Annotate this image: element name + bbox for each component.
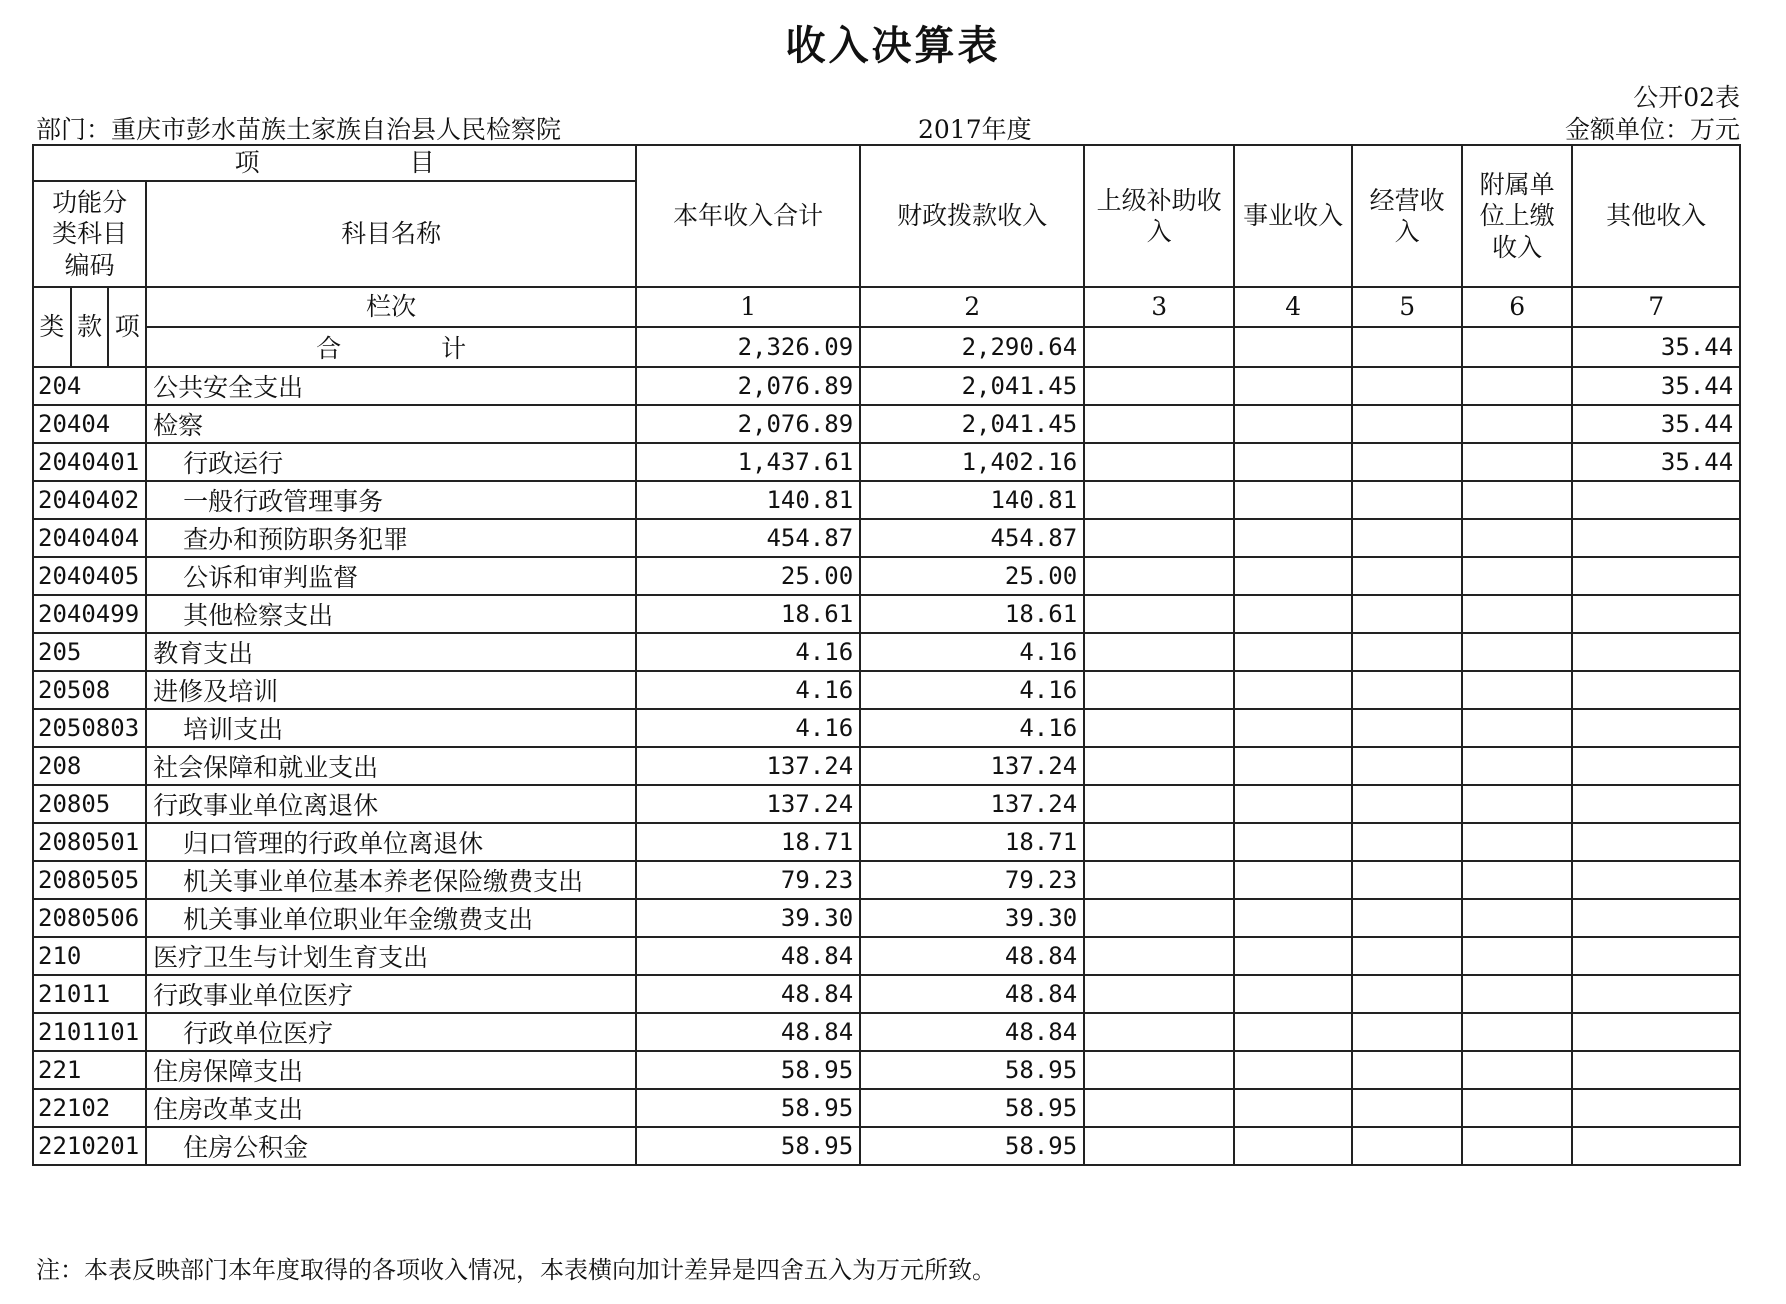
empty-cell bbox=[1352, 519, 1462, 557]
total-cell: 48.84 bbox=[636, 937, 860, 975]
header-col-total: 本年收入合计 bbox=[636, 145, 860, 287]
total-cell: 48.84 bbox=[636, 975, 860, 1013]
total-cell: 140.81 bbox=[636, 481, 860, 519]
empty-cell bbox=[1234, 327, 1352, 367]
other-cell bbox=[1572, 937, 1740, 975]
empty-cell bbox=[1462, 481, 1572, 519]
total-cell: 58.95 bbox=[636, 1089, 860, 1127]
empty-cell bbox=[1462, 975, 1572, 1013]
form-id: 公开02表 bbox=[1633, 83, 1740, 112]
subject-name-cell: 一般行政管理事务 bbox=[146, 481, 636, 519]
other-cell bbox=[1572, 861, 1740, 899]
empty-cell bbox=[1352, 937, 1462, 975]
empty-cell bbox=[1084, 367, 1234, 405]
empty-cell bbox=[1352, 633, 1462, 671]
header-col-upper: 上级补助收入 bbox=[1084, 145, 1234, 287]
header-xiang: 项 bbox=[108, 287, 146, 367]
total-cell: 25.00 bbox=[636, 557, 860, 595]
amount-unit: 金额单位：万元 bbox=[1564, 115, 1740, 144]
fiscal-cell: 137.24 bbox=[860, 747, 1084, 785]
table-row bbox=[33, 481, 1740, 519]
empty-cell bbox=[1462, 633, 1572, 671]
fiscal-year: 2017年度 bbox=[918, 115, 1032, 144]
empty-cell bbox=[1462, 1127, 1572, 1165]
header-lanci: 栏次 bbox=[146, 287, 636, 327]
other-cell bbox=[1572, 823, 1740, 861]
other-cell bbox=[1572, 975, 1740, 1013]
code-cell: 2080506 bbox=[33, 899, 146, 937]
fiscal-cell: 58.95 bbox=[860, 1051, 1084, 1089]
empty-cell bbox=[1462, 557, 1572, 595]
total-cell: 58.95 bbox=[636, 1127, 860, 1165]
empty-cell bbox=[1352, 1089, 1462, 1127]
col-num: 7 bbox=[1572, 287, 1740, 327]
empty-cell bbox=[1234, 443, 1352, 481]
empty-cell bbox=[1462, 937, 1572, 975]
header-subject-name: 科目名称 bbox=[146, 181, 636, 287]
empty-cell bbox=[1462, 1013, 1572, 1051]
fiscal-cell: 48.84 bbox=[860, 937, 1084, 975]
empty-cell bbox=[1234, 367, 1352, 405]
empty-cell bbox=[1462, 367, 1572, 405]
total-cell: 4.16 bbox=[636, 671, 860, 709]
other-cell bbox=[1572, 1051, 1740, 1089]
code-cell: 2040499 bbox=[33, 595, 146, 633]
fiscal-cell: 48.84 bbox=[860, 1013, 1084, 1051]
empty-cell bbox=[1462, 671, 1572, 709]
total-cell: 137.24 bbox=[636, 785, 860, 823]
empty-cell bbox=[1352, 557, 1462, 595]
empty-cell bbox=[1084, 519, 1234, 557]
empty-cell bbox=[1462, 327, 1572, 367]
empty-cell bbox=[1084, 557, 1234, 595]
empty-cell bbox=[1352, 861, 1462, 899]
total-cell: 39.30 bbox=[636, 899, 860, 937]
other-cell bbox=[1572, 709, 1740, 747]
table-row bbox=[33, 595, 1740, 633]
other-cell bbox=[1572, 1013, 1740, 1051]
table-row bbox=[33, 747, 1740, 785]
table-row bbox=[33, 1127, 1740, 1165]
col-num: 2 bbox=[860, 287, 1084, 327]
empty-cell bbox=[1084, 823, 1234, 861]
empty-cell bbox=[1234, 671, 1352, 709]
subject-name-cell: 查办和预防职务犯罪 bbox=[146, 519, 636, 557]
empty-cell bbox=[1462, 405, 1572, 443]
empty-cell bbox=[1234, 557, 1352, 595]
empty-cell bbox=[1462, 709, 1572, 747]
subject-name-cell: 其他检察支出 bbox=[146, 595, 636, 633]
code-cell: 2080501 bbox=[33, 823, 146, 861]
empty-cell bbox=[1234, 747, 1352, 785]
header-col-other: 其他收入 bbox=[1572, 145, 1740, 287]
other-cell bbox=[1572, 595, 1740, 633]
empty-cell bbox=[1234, 1051, 1352, 1089]
fiscal-cell: 58.95 bbox=[860, 1089, 1084, 1127]
fiscal-cell: 2,041.45 bbox=[860, 405, 1084, 443]
code-cell: 20404 bbox=[33, 405, 146, 443]
total-cell: 79.23 bbox=[636, 861, 860, 899]
col-num: 1 bbox=[636, 287, 860, 327]
other-cell bbox=[1572, 1127, 1740, 1165]
other-cell bbox=[1572, 481, 1740, 519]
header-col-operating: 经营收入 bbox=[1352, 145, 1462, 287]
code-cell: 2040401 bbox=[33, 443, 146, 481]
subject-name-cell: 机关事业单位基本养老保险缴费支出 bbox=[146, 861, 636, 899]
empty-cell bbox=[1352, 1051, 1462, 1089]
header-kuan: 款 bbox=[71, 287, 109, 367]
subject-name-cell: 进修及培训 bbox=[146, 671, 636, 709]
empty-cell bbox=[1352, 899, 1462, 937]
empty-cell bbox=[1462, 1089, 1572, 1127]
empty-cell bbox=[1234, 1127, 1352, 1165]
code-cell: 2040405 bbox=[33, 557, 146, 595]
other-cell: 35.44 bbox=[1572, 367, 1740, 405]
empty-cell bbox=[1084, 975, 1234, 1013]
header-item: 项 目 bbox=[33, 145, 636, 181]
other-cell bbox=[1572, 1089, 1740, 1127]
empty-cell bbox=[1234, 823, 1352, 861]
footnote: 注：本表反映部门本年度取得的各项收入情况，本表横向加计差异是四舍五入为万元所致。 bbox=[36, 1256, 996, 1284]
code-cell: 22102 bbox=[33, 1089, 146, 1127]
empty-cell bbox=[1234, 975, 1352, 1013]
total-row bbox=[33, 327, 1740, 367]
empty-cell bbox=[1084, 747, 1234, 785]
empty-cell bbox=[1084, 443, 1234, 481]
code-cell: 2050803 bbox=[33, 709, 146, 747]
total-sum: 2,326.09 bbox=[636, 327, 860, 367]
empty-cell bbox=[1084, 595, 1234, 633]
code-cell: 2101101 bbox=[33, 1013, 146, 1051]
empty-cell bbox=[1352, 595, 1462, 633]
empty-cell bbox=[1462, 823, 1572, 861]
code-cell: 21011 bbox=[33, 975, 146, 1013]
col-num: 4 bbox=[1234, 287, 1352, 327]
empty-cell bbox=[1234, 405, 1352, 443]
empty-cell bbox=[1084, 861, 1234, 899]
empty-cell bbox=[1462, 785, 1572, 823]
other-cell: 35.44 bbox=[1572, 443, 1740, 481]
income-table bbox=[32, 144, 1741, 1166]
empty-cell bbox=[1084, 633, 1234, 671]
fiscal-cell: 18.61 bbox=[860, 595, 1084, 633]
empty-cell bbox=[1462, 899, 1572, 937]
header-col-fiscal: 财政拨款收入 bbox=[860, 145, 1084, 287]
table-row bbox=[33, 1089, 1740, 1127]
fiscal-cell: 58.95 bbox=[860, 1127, 1084, 1165]
empty-cell bbox=[1352, 1127, 1462, 1165]
empty-cell bbox=[1084, 1013, 1234, 1051]
other-cell bbox=[1572, 633, 1740, 671]
empty-cell bbox=[1234, 1013, 1352, 1051]
empty-cell bbox=[1234, 709, 1352, 747]
empty-cell bbox=[1234, 785, 1352, 823]
other-cell bbox=[1572, 747, 1740, 785]
empty-cell bbox=[1352, 405, 1462, 443]
empty-cell bbox=[1084, 1089, 1234, 1127]
header-col-affiliate: 附属单位上缴收入 bbox=[1462, 145, 1572, 287]
total-fiscal: 2,290.64 bbox=[860, 327, 1084, 367]
table-row bbox=[33, 709, 1740, 747]
subject-name-cell: 公诉和审判监督 bbox=[146, 557, 636, 595]
other-cell bbox=[1572, 899, 1740, 937]
total-cell: 2,076.89 bbox=[636, 405, 860, 443]
subject-name-cell: 医疗卫生与计划生育支出 bbox=[146, 937, 636, 975]
empty-cell bbox=[1462, 443, 1572, 481]
empty-cell bbox=[1084, 709, 1234, 747]
code-cell: 205 bbox=[33, 633, 146, 671]
other-cell bbox=[1572, 785, 1740, 823]
empty-cell bbox=[1084, 1051, 1234, 1089]
fiscal-cell: 18.71 bbox=[860, 823, 1084, 861]
empty-cell bbox=[1084, 327, 1234, 367]
fiscal-cell: 140.81 bbox=[860, 481, 1084, 519]
col-num: 5 bbox=[1352, 287, 1462, 327]
table-row bbox=[33, 899, 1740, 937]
total-cell: 454.87 bbox=[636, 519, 860, 557]
code-cell: 20805 bbox=[33, 785, 146, 823]
table-row bbox=[33, 633, 1740, 671]
total-cell: 4.16 bbox=[636, 633, 860, 671]
col-num: 3 bbox=[1084, 287, 1234, 327]
empty-cell bbox=[1234, 861, 1352, 899]
subject-name-cell: 社会保障和就业支出 bbox=[146, 747, 636, 785]
subject-name-cell: 行政单位医疗 bbox=[146, 1013, 636, 1051]
empty-cell bbox=[1084, 937, 1234, 975]
empty-cell bbox=[1234, 633, 1352, 671]
subject-name-cell: 住房保障支出 bbox=[146, 1051, 636, 1089]
header-lei: 类 bbox=[33, 287, 71, 367]
empty-cell bbox=[1084, 899, 1234, 937]
code-cell: 2040404 bbox=[33, 519, 146, 557]
fiscal-cell: 4.16 bbox=[860, 633, 1084, 671]
total-cell: 137.24 bbox=[636, 747, 860, 785]
table-row bbox=[33, 443, 1740, 481]
total-cell: 18.71 bbox=[636, 823, 860, 861]
table-row bbox=[33, 519, 1740, 557]
fiscal-cell: 39.30 bbox=[860, 899, 1084, 937]
code-cell: 204 bbox=[33, 367, 146, 405]
empty-cell bbox=[1234, 481, 1352, 519]
total-cell: 18.61 bbox=[636, 595, 860, 633]
other-cell bbox=[1572, 557, 1740, 595]
fiscal-cell: 4.16 bbox=[860, 709, 1084, 747]
subject-name-cell: 行政运行 bbox=[146, 443, 636, 481]
department-label: 部门：重庆市彭水苗族土家族自治县人民检察院 bbox=[36, 115, 562, 144]
empty-cell bbox=[1352, 671, 1462, 709]
total-cell: 2,076.89 bbox=[636, 367, 860, 405]
total-cell: 48.84 bbox=[636, 1013, 860, 1051]
code-cell: 2080505 bbox=[33, 861, 146, 899]
empty-cell bbox=[1352, 481, 1462, 519]
subject-name-cell: 行政事业单位离退休 bbox=[146, 785, 636, 823]
code-cell: 20508 bbox=[33, 671, 146, 709]
table-row bbox=[33, 557, 1740, 595]
empty-cell bbox=[1234, 1089, 1352, 1127]
code-cell: 2210201 bbox=[33, 1127, 146, 1165]
col-num: 6 bbox=[1462, 287, 1572, 327]
other-cell: 35.44 bbox=[1572, 405, 1740, 443]
empty-cell bbox=[1352, 823, 1462, 861]
fiscal-cell: 48.84 bbox=[860, 975, 1084, 1013]
subject-name-cell: 检察 bbox=[146, 405, 636, 443]
empty-cell bbox=[1462, 861, 1572, 899]
other-cell bbox=[1572, 519, 1740, 557]
empty-cell bbox=[1462, 519, 1572, 557]
subject-name-cell: 行政事业单位医疗 bbox=[146, 975, 636, 1013]
empty-cell bbox=[1352, 785, 1462, 823]
table-row bbox=[33, 975, 1740, 1013]
subject-name-cell: 住房公积金 bbox=[146, 1127, 636, 1165]
total-cell: 58.95 bbox=[636, 1051, 860, 1089]
empty-cell bbox=[1352, 443, 1462, 481]
table-row bbox=[33, 671, 1740, 709]
code-cell: 208 bbox=[33, 747, 146, 785]
fiscal-cell: 1,402.16 bbox=[860, 443, 1084, 481]
table-row bbox=[33, 405, 1740, 443]
table-row bbox=[33, 1013, 1740, 1051]
header-func-code: 功能分类科目编码 bbox=[33, 181, 146, 287]
empty-cell bbox=[1352, 747, 1462, 785]
fiscal-cell: 4.16 bbox=[860, 671, 1084, 709]
code-cell: 2040402 bbox=[33, 481, 146, 519]
empty-cell bbox=[1084, 671, 1234, 709]
table-row bbox=[33, 861, 1740, 899]
empty-cell bbox=[1352, 327, 1462, 367]
empty-cell bbox=[1352, 367, 1462, 405]
empty-cell bbox=[1234, 519, 1352, 557]
subject-name-cell: 培训支出 bbox=[146, 709, 636, 747]
total-label: 合 计 bbox=[146, 327, 636, 367]
empty-cell bbox=[1462, 595, 1572, 633]
subject-name-cell: 教育支出 bbox=[146, 633, 636, 671]
header-col-business: 事业收入 bbox=[1234, 145, 1352, 287]
empty-cell bbox=[1234, 899, 1352, 937]
empty-cell bbox=[1084, 1127, 1234, 1165]
empty-cell bbox=[1352, 1013, 1462, 1051]
code-cell: 221 bbox=[33, 1051, 146, 1089]
total-cell: 4.16 bbox=[636, 709, 860, 747]
empty-cell bbox=[1352, 975, 1462, 1013]
other-cell bbox=[1572, 671, 1740, 709]
table-row bbox=[33, 785, 1740, 823]
empty-cell bbox=[1462, 1051, 1572, 1089]
code-cell: 210 bbox=[33, 937, 146, 975]
subject-name-cell: 归口管理的行政单位离退休 bbox=[146, 823, 636, 861]
table-row bbox=[33, 937, 1740, 975]
table-row bbox=[33, 367, 1740, 405]
table-row bbox=[33, 823, 1740, 861]
page-title: 收入决算表 bbox=[785, 22, 1001, 69]
empty-cell bbox=[1084, 785, 1234, 823]
fiscal-cell: 137.24 bbox=[860, 785, 1084, 823]
fiscal-cell: 454.87 bbox=[860, 519, 1084, 557]
empty-cell bbox=[1234, 937, 1352, 975]
subject-name-cell: 公共安全支出 bbox=[146, 367, 636, 405]
fiscal-cell: 2,041.45 bbox=[860, 367, 1084, 405]
empty-cell bbox=[1462, 747, 1572, 785]
empty-cell bbox=[1084, 481, 1234, 519]
total-other: 35.44 bbox=[1572, 327, 1740, 367]
subject-name-cell: 机关事业单位职业年金缴费支出 bbox=[146, 899, 636, 937]
total-cell: 1,437.61 bbox=[636, 443, 860, 481]
empty-cell bbox=[1084, 405, 1234, 443]
subject-name-cell: 住房改革支出 bbox=[146, 1089, 636, 1127]
empty-cell bbox=[1352, 709, 1462, 747]
empty-cell bbox=[1234, 595, 1352, 633]
fiscal-cell: 79.23 bbox=[860, 861, 1084, 899]
fiscal-cell: 25.00 bbox=[860, 557, 1084, 595]
table-row bbox=[33, 1051, 1740, 1089]
